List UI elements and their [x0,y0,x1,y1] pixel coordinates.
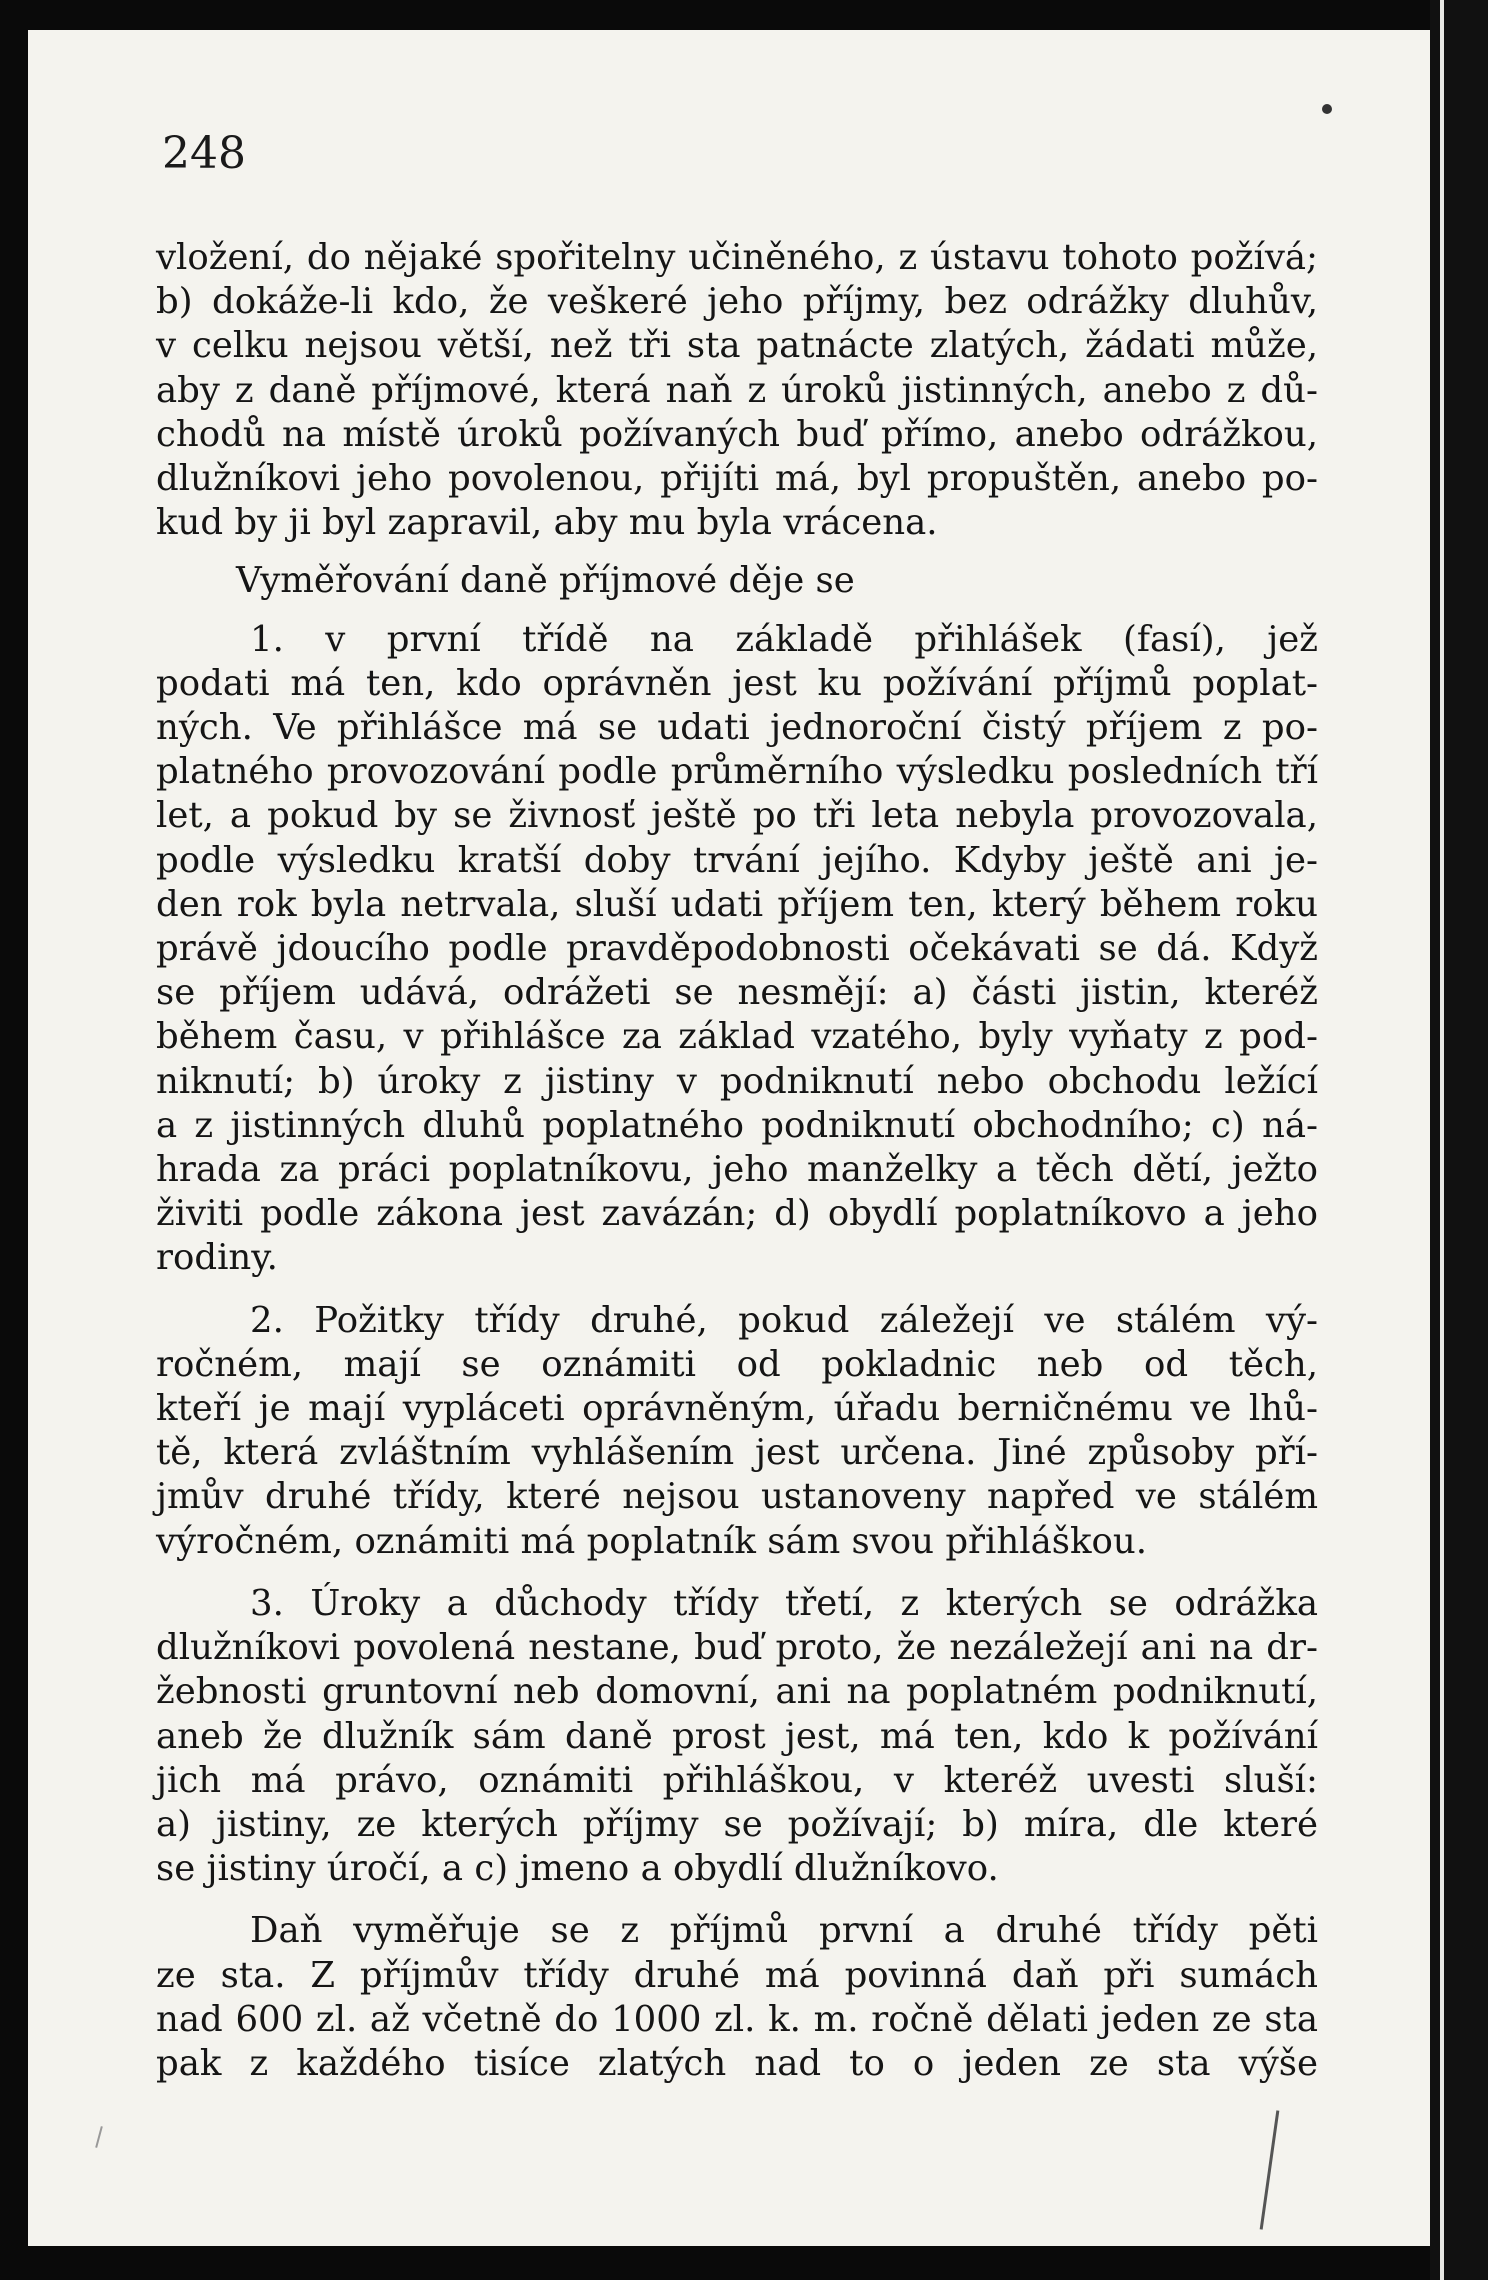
text-line: jich má právo, oznámiti přihláškou, v kteréž uvesti sluší: [156,1759,1318,1801]
page-number: 248 [162,128,246,179]
text-line: platného provozování podle průměrního výsledku posledních tří [156,751,1318,793]
text-line: Vyměřování daně příjmové děje se [236,560,855,602]
text-line: niknutí; b) úroky z jistiny v podniknutí nebo obchodu ležící [156,1060,1318,1102]
text-line: hrada za práci poplatníkovu, jeho manželky a těch dětí, ježto [156,1149,1318,1191]
text-line: se příjem udává, odrážeti se nesmějí: a) části jistin, kteréž [156,972,1318,1014]
scan-border [1430,0,1488,2280]
text-line: ných. Ve přihlášce má se udati jednoroční čistý příjem z po- [156,707,1318,749]
text-line: b) dokáže-li kdo, že veškeré jeho příjmy, bez odrážky dluhův, [156,281,1318,323]
text-line: právě jdoucího podle pravděpodobnosti očekávati se dá. Když [156,928,1318,970]
text-line: vložení, do nějaké spořitelny učiněného, z ústavu tohoto požívá; [156,237,1318,278]
body-text [156,236,1318,2086]
text-line: 1. v první třídě na základě přihlášek (fasí), jež [250,618,1318,660]
text-line: 2. Požitky třídy druhé, pokud záležejí ve stálém vý- [250,1299,1318,1341]
text-line: se jistiny úročí, a c) jmeno a obydlí dlužníkovo. [156,1848,999,1890]
ink-spot [1322,104,1332,114]
text-line: ze sta. Z příjmův třídy druhé má povinná daň při sumách [156,1954,1318,1996]
text-line: jmův druhé třídy, které nejsou ustanoveny napřed ve stálém [156,1476,1318,1518]
text-line: rodiny. [156,1237,278,1279]
text-line: ročném, mají se oznámiti od pokladnic neb od těch, [156,1343,1318,1385]
text-line: pak z každého tisíce zlatých nad to o jeden ze sta výše [156,2042,1318,2084]
text-line: dlužníkovi povolená nestane, buď proto, že nezáležejí ani na dr- [156,1627,1318,1669]
text-line: kteří je mají vypláceti oprávněným, úřadu berničnému ve lhů- [156,1388,1318,1430]
text-line: a z jistinných dluhů poplatného podniknutí obchodního; c) ná- [156,1104,1318,1146]
text-line: v celku nejsou větší, než tři sta patnácte zlatých, žádati může, [156,325,1318,367]
text-line: tě, která zvláštním vyhlášením jest určena. Jiné způsoby pří- [156,1432,1318,1474]
text-line: kud by ji byl zapravil, aby mu byla vrácena. [156,502,938,544]
text-line: aby z daně příjmové, která naň z úroků jistinných, anebo z dů- [156,369,1318,411]
text-line: 3. Úroky a důchody třídy třetí, z kterých se odrážka [250,1582,1318,1624]
text-line: během času, v přihlášce za základ vzatého, byly vyňaty z pod- [156,1016,1318,1058]
text-line: žebnosti gruntovní neb domovní, ani na poplatném podniknutí, [156,1671,1318,1713]
text-line: Daň vyměřuje se z příjmů první a druhé třídy pěti [250,1910,1318,1952]
text-line: podati má ten, kdo oprávněn jest ku požívání příjmů poplat- [156,662,1318,704]
text-line: podle výsledku kratší doby trvání jejího. Kdyby ještě ani je- [156,839,1318,881]
text-line: chodů na místě úroků požívaných buď přímo, anebo odrážkou, [156,413,1318,455]
text-line: a) jistiny, ze kterých příjmy se požívají; b) míra, dle které [156,1803,1318,1845]
text-line: živiti podle zákona jest zavázán; d) obydlí poplatníkovo a jeho [156,1193,1318,1235]
text-line: výročném, oznámiti má poplatník sám svou přihláškou. [156,1520,1148,1562]
text-line: let, a pokud by se živnosť ještě po tři leta nebyla provozovala, [156,795,1318,837]
text-line: nad 600 zl. až včetně do 1000 zl. k. m. ročně dělati jeden ze sta [156,1998,1318,2040]
text-line: aneb že dlužník sám daně prost jest, má ten, kdo k požívání [156,1715,1318,1757]
text-line: dlužníkovi jeho povolenou, přijíti má, byl propuštěn, anebo po- [156,458,1318,500]
text-line: den rok byla netrvala, sluší udati příjem ten, který během roku [156,883,1318,925]
